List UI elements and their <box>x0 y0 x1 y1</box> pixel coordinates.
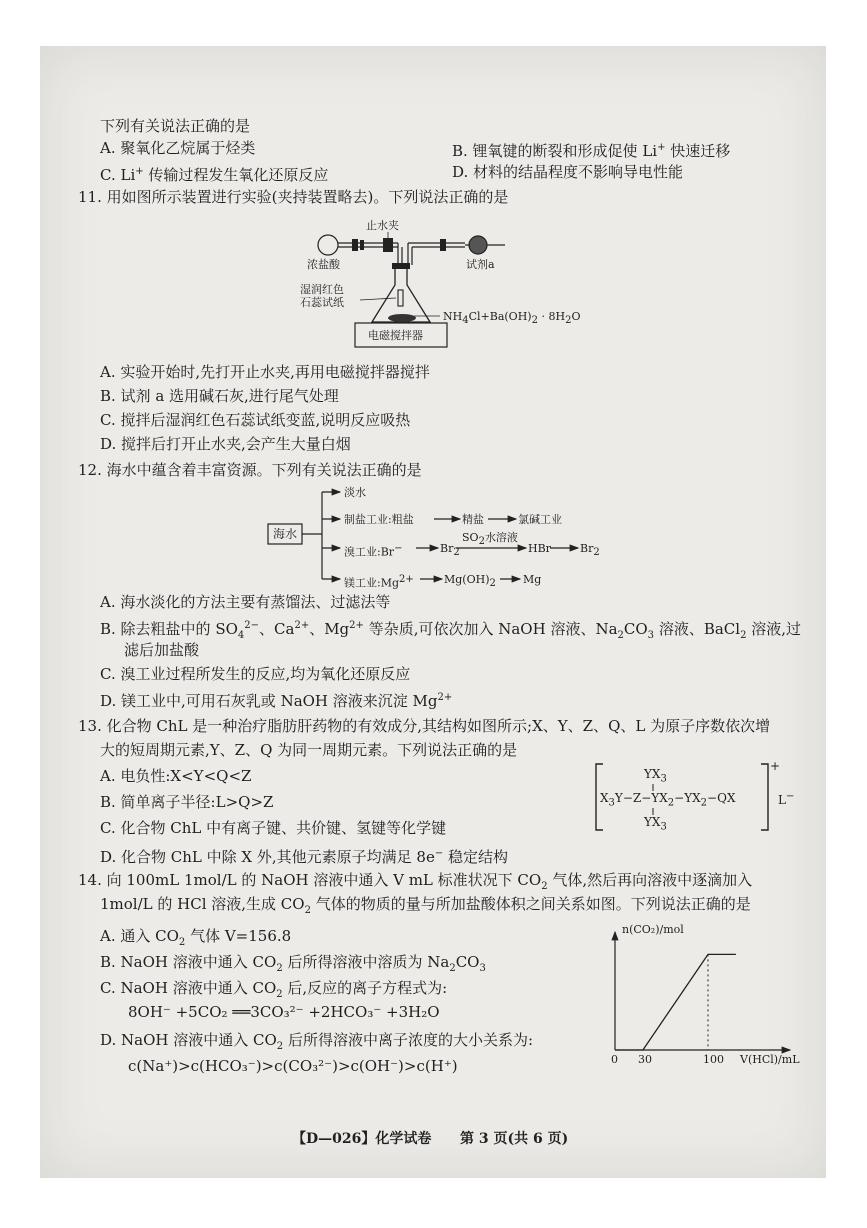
q12-bromine-industry: 溴工业:Br− <box>344 543 403 559</box>
q12-mgoh2: $Mg(OH)_2$ <box>444 573 496 590</box>
q11-option-d: D. 搅拌后打开止水夹,会产生大量白烟 <box>100 435 351 453</box>
q12-seawater-box: 海水 <box>273 527 298 541</box>
q13-stem-line1: 13. 化合物 ChL 是一种治疗脂肪肝药物的有效成分,其结构如图所示;X、Y、Z、Q、L 为原子序数依次增 <box>78 717 771 735</box>
chart-tick-0: 0 <box>611 1053 618 1066</box>
q13-option-a: A. 电负性:X<Y<Q<Z <box>100 767 252 785</box>
q11-option-a: A. 实验开始时,先打开止水夹,再用电磁搅拌器搅拌 <box>100 363 430 381</box>
q14-option-b: B. NaOH 溶液中通入 $CO_2$ 后所得溶液中溶质为 $Na_2CO_3$ <box>100 953 486 974</box>
q12-mg: Mg <box>523 573 542 586</box>
q10-stem: 下列有关说法正确的是 <box>100 117 251 135</box>
q14-option-c: C. NaOH 溶液中通入 $CO_2$ 后,反应的离子方程式为: <box>100 979 448 1000</box>
q14-stem-line1: 14. 向 100mL 1mol/L 的 NaOH 溶液中通入 V mL 标准状况下 $CO_2$ 气体,然后再向溶液中逐滴加入 <box>78 871 753 892</box>
q12-fine-salt: 精盐 <box>462 513 484 526</box>
q14-stem-line2: 1mol/L 的 HCl 溶液,生成 $CO_2$ 气体的物质的量与所加盐酸体积之间关系如图。下列说法正确的是 <box>100 895 751 916</box>
q13-struct-anion: L− <box>778 791 795 807</box>
q12-br2-b: $Br_2$ <box>580 542 600 559</box>
chart-tick-100: 100 <box>703 1053 724 1066</box>
q11-option-c: C. 搅拌后湿润红色石蕊试纸变蓝,说明反应吸热 <box>100 411 411 429</box>
q10-option-a: A. 聚氧化乙烷属于烃类 <box>100 139 256 157</box>
q12-freshwater: 淡水 <box>344 486 366 499</box>
q10-option-d: D. 材料的结晶程度不影响导电性能 <box>452 163 684 181</box>
q13-option-d: D. 化合物 ChL 中除 X 外,其他元素原子均满足 8e− 稳定结构 <box>100 848 509 866</box>
q14-option-d: D. NaOH 溶液中通入 $CO_2$ 后所得溶液中离子浓度的大小关系为: <box>100 1031 533 1052</box>
q12-option-a: A. 海水淡化的方法主要有蒸馏法、过滤法等 <box>100 593 391 611</box>
q12-option-c: C. 溴工业过程所发生的反应,均为氧化还原反应 <box>100 665 411 683</box>
q13-stem-line2: 大的短周期元素,Y、Z、Q 为同一周期元素。下列说法正确的是 <box>100 741 518 759</box>
q12-option-b-line2: 滤后加盐酸 <box>124 641 200 659</box>
q12-so2-label: $SO_2$水溶液 <box>462 531 518 548</box>
q12-chloralkali: 氯碱工业 <box>518 513 562 526</box>
q12-hbr: HBr <box>528 542 551 555</box>
q11-reagent-label: 试剂a <box>466 258 495 271</box>
q11-option-b: B. 试剂 a 选用碱石灰,进行尾气处理 <box>100 387 339 405</box>
q11-clamp-label: 止水夹 <box>366 219 399 232</box>
q13-option-c: C. 化合物 ChL 中有离子键、共价键、氢键等化学键 <box>100 819 447 837</box>
q10-option-c: C. Li+ 传输过程发生氧化还原反应 <box>100 166 329 184</box>
q13-option-b: B. 简单离子半径:L>Q>Z <box>100 793 274 811</box>
q12-magnesium-industry: 镁工业$:Mg^{2+}$ <box>344 574 414 590</box>
q12-salt-industry: 制盐工业:粗盐 <box>344 513 414 526</box>
q12-option-d: D. 镁工业中,可用石灰乳或 NaOH 溶液来沉淀 $Mg^{2+}$ <box>100 692 453 710</box>
q14-option-d-relation: c(Na⁺)>c(HCO₃⁻)>c(CO₃²⁻)>c(OH⁻)>c(H⁺) <box>128 1057 458 1075</box>
chart-x-label: V(HCl)/mL <box>740 1053 800 1066</box>
q12-option-b-line1: B. 除去粗盐中的 $SO_4^{2-}$、$Ca^{2+}$、$Mg^{2+}$ 等杂质,可依次加入 NaOH 溶液、$Na_2CO_3$ 溶液、BaCl$_2$ 溶液,过 <box>100 620 801 641</box>
q11-mixture-label: $NH_4Cl+Ba(OH)_2 \cdot 8H_2O$ <box>443 310 581 327</box>
q11-stirrer-label: 电磁搅拌器 <box>368 329 423 342</box>
q11-paper-label-2: 石蕊试纸 <box>300 296 344 309</box>
q13-struct-bottom: $YX_3$ <box>644 815 667 833</box>
q12-br2-a: $Br_2$ <box>440 542 460 559</box>
q12-stem: 12. 海水中蕴含着丰富资源。下列有关说法正确的是 <box>78 461 422 479</box>
chart-y-label: n(CO₂)/mol <box>622 923 684 936</box>
q10-option-b: B. 锂氧键的断裂和形成促使 Li+ 快速迁移 <box>452 142 731 160</box>
q13-struct-main: $X_3Y-Z-YX_2-YX_2-QX$ <box>600 791 736 809</box>
q14-option-a: A. 通入 $CO_2$ 气体 V=156.8 <box>100 927 292 948</box>
q11-paper-label-1: 湿润红色 <box>300 283 344 296</box>
footer-page: 第 3 页(共 6 页) <box>460 1131 569 1147</box>
chart-series-line <box>615 954 736 1050</box>
q11-acid-label: 浓盐酸 <box>307 258 340 271</box>
chart-tick-30: 30 <box>638 1053 652 1066</box>
q13-struct-charge: + <box>770 759 781 773</box>
footer-code: 【D—026】化学试卷 <box>292 1131 432 1147</box>
q14-option-c-equation: 8OH⁻ +5CO₂ ══3CO₃²⁻ +2HCO₃⁻ +3H₂O <box>128 1003 440 1021</box>
q11-stem: 11. 用如图所示装置进行实验(夹持装置略去)。下列说法正确的是 <box>78 188 509 206</box>
q13-struct-top: $YX_3$ <box>644 767 667 785</box>
